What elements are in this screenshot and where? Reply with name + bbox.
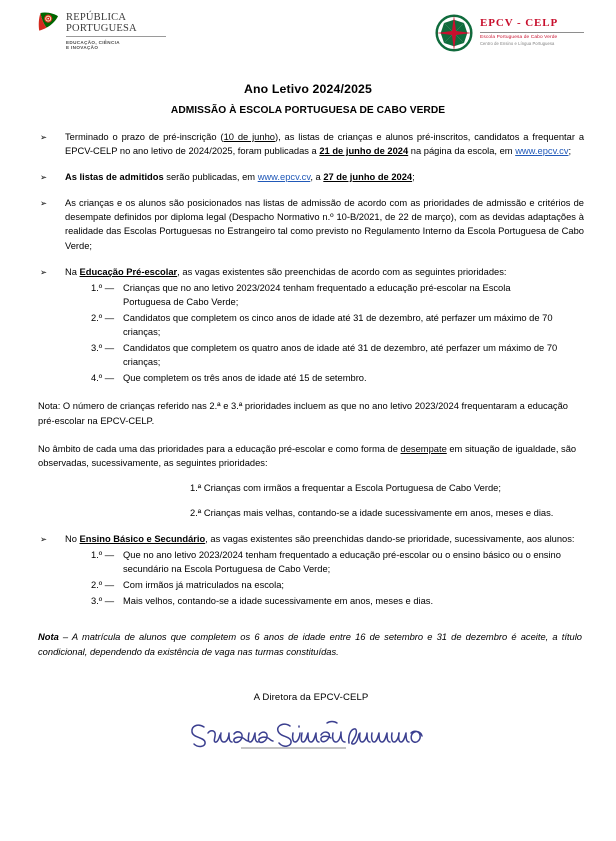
nota-final-label: Nota [38,632,59,643]
priority-label: 2.º — [91,580,115,591]
priority-item [38,371,584,385]
priority-item [38,578,584,592]
priority-label: 3.º — [91,343,115,354]
nota-final-text: – A matrícula de alunos que completem os 6 anos de idade entre 16 de setembro e 31 de dezembro é aceite, a título condicional, dependendo da existência de vaga nas turmas constituídas. [38,632,582,657]
page-subtitle: ADMISSÃO À ESCOLA PORTUGUESA DE CABO VERDE [170,105,446,116]
priority-label: 2.º — [91,312,115,323]
priority-item [38,341,584,369]
bullet-arrow-icon: ➢ [40,132,48,142]
priority-label: 4.º — [91,373,115,384]
basico-priority-list [38,548,584,608]
priority-item [38,594,584,608]
priority-text: Mais velhos, contando-se a idade sucessivamente em anos, meses e dias. [123,596,434,607]
desempate-text-2: em situação de igualdade, são observadas, sucessivamente, as seguintes prioridades: [38,443,577,468]
bullet-criterios-legais [38,196,584,252]
b5-strong: Ensino Básico e Secundário [79,533,206,544]
priority-label: 1.º — [91,550,115,561]
republica-subtitle-line2: E INOVAÇÃO [66,45,99,51]
epcv-logo-text [480,14,584,46]
page-title: Ano Letivo 2024/2025 [243,82,373,96]
b5-text-2: , as vagas existentes são preenchidas dando-se prioridade, sucessivamente, aos alunos: [205,533,575,544]
b2-text-3: ; [412,172,415,183]
nota-pre-escolar: Nota: O número de crianças referido nas 2.ª e 3.ª prioridades incluem as que no ano letivo 2023/2024 frequentaram a educação pré-escolar na EPCV-CELP. [38,401,568,426]
priority-text: Candidatos que completem os quatro anos de idade até 31 de dezembro, até perfazer um máximo de 70 crianças; [123,343,558,368]
bullet-pre-inscricao-text [65,130,584,158]
epcv-divider [480,32,584,33]
priority-item [38,281,584,309]
priority-text: Crianças que no ano letivo 2023/2024 tenham frequentado a educação pré-escolar na Escola Portuguesa de Cabo Verde; [123,282,511,307]
desempate-text-1: No âmbito de cada uma das prioridades para a educação pré-escolar e como forma de [38,443,401,454]
b2-strong: As listas de admitidos [65,172,164,183]
b2-text-1: serão publicadas, em [163,172,258,183]
b1-text-2: ), as listas de crianças e alunos pré-inscritos, candidatos a frequentar a EPCV-CELP no ano letivo de 2024/2025, foram publicadas a [65,132,585,157]
b1-date-publicacao: 21 de junho de 2024 [319,146,409,157]
bullet-arrow-icon: ➢ [40,172,48,183]
bullet-criterios-legais-text: As crianças e os alunos são posicionados nas listas de admissão de acordo com as prioridades de admissão e critérios de desempate definidos por diploma legal (Despacho Normativo n.º 10-B/2021, de 22 de março), com as devidas adaptações à realidade das Escolas Portuguesas no Estrangeiro tal como previsto no Regulamento Interno da Escola Portuguesa de Cabo Verde; [65,198,584,251]
portugal-shield-icon [38,12,60,42]
bullet-pre-inscricao [38,130,584,158]
nota-final [38,630,584,658]
signature-block [38,691,584,757]
bullet-educacao-pre-escolar [38,265,584,279]
bullet-arrow-icon: ➢ [40,533,48,544]
epcv-subtitle-line2: Centro de Ensino e Língua Portuguesa [480,40,555,46]
republica-divider [66,36,166,37]
bullet-arrow-icon: ➢ [40,266,48,277]
link-epcv-site[interactable]: www.epcv.cv [515,146,569,157]
b4-text-1: Na [65,266,80,277]
document-header [0,0,616,62]
epcv-celp-logo [435,14,584,52]
b1-text-3: na página da escola, em [408,146,516,157]
priority-label: 1.º — [91,282,115,293]
priority-text: Que completem os três anos de idade até 15 de setembro. [123,373,367,384]
desempate-keyword: desempate [400,443,447,454]
priority-text: Com irmãos já matriculados na escola; [123,580,284,591]
b4-strong: Educação Pré-escolar [79,266,178,277]
signature-image [38,717,584,757]
priority-item [38,311,584,339]
b1-text-1: Terminado o prazo de pré-inscrição ( [65,132,224,142]
desempate-item: 2.ª Crianças mais velhas, contando-se a idade sucessivamente em anos, meses e dias. [190,507,554,518]
b2-date: 27 de junho de 2024 [323,172,413,183]
republica-title-line1: REPÚBLICA [66,12,127,23]
signature-caption: A Diretora da EPCV-CELP [253,691,369,703]
b5-text-1: No [65,533,80,544]
republica-title-line2: PORTUGUESA [66,22,137,34]
priority-item [38,548,584,576]
b2-text-2: , a [310,172,324,183]
epcv-subtitle-line1: Escola Portuguesa de Cabo Verde [480,34,558,40]
bullet-arrow-icon: ➢ [40,198,48,209]
priority-label: 3.º — [91,596,115,607]
desempate-paragraph [38,442,584,470]
b1-text-4: ; [568,146,572,157]
b1-date-pre: 10 de junho [223,132,275,142]
bullet-listas-admitidos [38,170,584,184]
priority-text: Candidatos que completem os cinco anos de idade até 31 de dezembro, até perfazer um máximo de 70 crianças; [123,312,553,338]
bullet-listas-admitidos-text [65,170,584,184]
priority-text: Que no ano letivo 2023/2024 tenham frequentado a educação pré-escolar ou o ensino básico ou o ensino secundário na Escola Portuguesa de Cabo Verde; [123,550,561,575]
bullet-ensino-basico-secundario [38,532,584,546]
pre-escolar-priority-list [38,281,584,386]
b4-text-2: , as vagas existentes são preenchidas de acordo com as seguintes prioridades: [177,266,507,277]
epcv-title: EPCV - CELP [480,17,559,29]
compass-rose-icon [435,14,473,52]
desempate-item: 1.ª Crianças com irmãos a frequentar a Escola Portuguesa de Cabo Verde; [190,482,501,493]
link-epcv-site[interactable]: www.epcv.cv [257,172,311,183]
republica-portuguesa-logo [38,12,166,51]
document-body [0,130,616,757]
bullet-ensino-basico-text [65,532,584,546]
republica-subtitle-line1: EDUCAÇÃO, CIÊNCIA [66,39,120,45]
republica-logo-text [66,12,166,51]
bullet-educacao-pre-escolar-text [65,265,584,279]
